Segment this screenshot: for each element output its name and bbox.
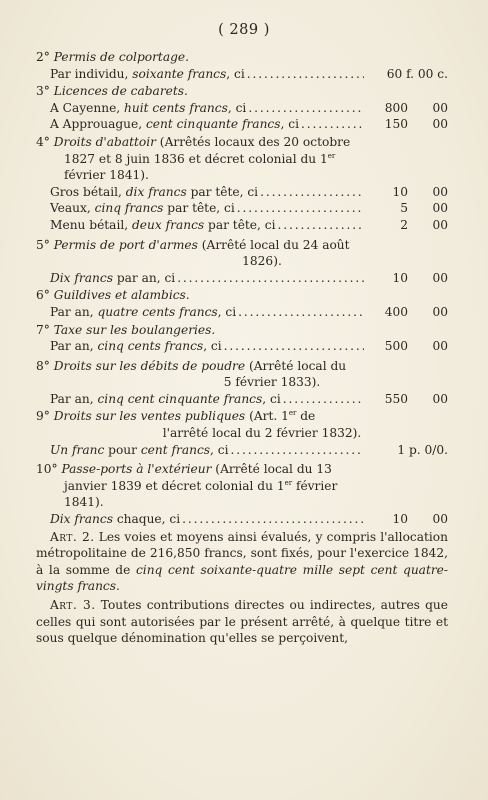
dot-leader [222, 338, 364, 355]
row-amount: 400 [384, 304, 408, 319]
row-label: pour [104, 442, 141, 457]
row-label-italic: cinq cent cinquante francs [97, 391, 263, 406]
section-heading-5 [36, 237, 448, 254]
row-label-italic: cent francs [140, 442, 211, 457]
section-number: 7° [36, 322, 50, 337]
dot-leader [258, 184, 364, 201]
dot-leader [299, 116, 364, 133]
section-reference: (Arrêtés locaux des 20 octobre [155, 134, 351, 149]
dot-leader [246, 100, 364, 117]
row-label-italic: cent cinquante francs [145, 117, 281, 132]
section-number: 4° [36, 134, 50, 149]
row-label-end: par an, ci [112, 270, 176, 285]
section-reference-cont: l'arrêté local du 2 février 1832). [162, 426, 362, 441]
article-text: Les voies et moyens ainsi évalués, y compris l'allocation métropolitaine de 216,850 francs, sont fixés, pour l'exercice 1842, à la somme de [36, 529, 448, 577]
tariff-row [36, 100, 448, 117]
article-text: Toutes contributions directes ou indirectes, autres que celles qui sont autorisées par le présent arrêté, à quelque titre et sous quelque dénomination qu'elles se perçoivent, [36, 598, 448, 646]
section-reference: (Art. 1 [245, 409, 289, 424]
dot-leader [229, 442, 364, 459]
section-reference-cont: 1827 et 8 juin 1836 et décret colonial du 1er [64, 151, 336, 166]
row-cents: 00 [432, 100, 448, 115]
tariff-row [36, 116, 448, 133]
row-label-italic: deux francs [132, 217, 205, 232]
section-title: Guildives et alambics. [53, 288, 190, 303]
section-title: Permis de port d'armes [53, 237, 198, 252]
row-label: Par individu, [50, 66, 133, 81]
row-label-italic: Un franc [50, 442, 105, 457]
tariff-row [36, 66, 448, 83]
row-label: A Approuague, [50, 117, 146, 132]
page-content [36, 48, 448, 647]
row-cents: 00 [432, 117, 448, 132]
row-cents: 00 [432, 512, 448, 527]
section-reference-cont: 1841). [64, 495, 104, 510]
row-amount: 1 p. 0/0. [397, 442, 448, 457]
row-cents: 00 [432, 391, 448, 406]
row-label-end: , ci [203, 339, 222, 354]
row-label-italic: huit cents francs [124, 100, 228, 115]
dot-leader [235, 200, 364, 217]
row-amount: 5 [400, 201, 408, 216]
tariff-row [36, 442, 448, 459]
section-heading-3 [36, 83, 448, 100]
article-3 [36, 597, 448, 647]
row-label: Par an, [50, 339, 98, 354]
section-reference-cont: janvier 1839 et décret colonial du 1er février [64, 478, 338, 493]
row-amount: 10 [392, 270, 408, 285]
section-number: 6° [36, 288, 50, 303]
tariff-row [36, 511, 448, 528]
section-heading-4 [36, 134, 448, 151]
tariff-row [36, 270, 448, 287]
section-number: 10° [36, 462, 58, 477]
section-reference-cont: 1826). [242, 254, 282, 269]
row-label-end: par tête, ci [204, 217, 276, 232]
row-label-end: , ci [217, 304, 237, 319]
row-label-italic: cinq francs [94, 201, 164, 216]
row-label-end: , ci [262, 391, 281, 406]
row-label: Menu bétail, [50, 217, 132, 232]
tariff-row [36, 338, 448, 355]
section-heading-9: 9° Droits sur les ventes publiques (Art. 1er de [36, 409, 316, 424]
tariff-row [36, 200, 448, 217]
row-amount: 500 [384, 339, 408, 354]
dot-leader [245, 66, 364, 83]
section-reference: (Arrêté local du [245, 358, 347, 373]
section-title: Droits sur les ventes publiques [53, 409, 246, 424]
article-label: Art. 2. [50, 529, 95, 544]
section-title: Droits d'abattoir [53, 134, 156, 149]
dot-leader [276, 217, 365, 234]
row-label-end: chaque, ci [112, 512, 181, 527]
section-number: 8° [36, 358, 50, 373]
row-label-italic: soixante francs [132, 66, 227, 81]
page-number: ( 289 ) [218, 22, 270, 38]
tariff-row [36, 304, 448, 321]
dot-leader [175, 270, 364, 287]
row-label: Par an, [50, 304, 98, 319]
row-label: A Cayenne, [50, 100, 125, 115]
dot-leader [236, 304, 364, 321]
row-label-italic: dix francs [125, 184, 187, 199]
row-label: Gros bétail, [50, 184, 126, 199]
section-number: 3° [36, 84, 50, 99]
section-reference-cont: 5 février 1833). [223, 375, 321, 390]
section-number: 5° [36, 237, 50, 252]
row-label-end: , ci [227, 100, 247, 115]
row-cents: 00 [432, 217, 448, 232]
article-amount-words: cinq cent soixante-quatre mille sept cent quatre-vingts francs [36, 562, 449, 594]
row-label: Veaux, [50, 201, 95, 216]
row-label-end: par tête, ci [186, 184, 259, 199]
row-label-end: par tête, ci [163, 201, 235, 216]
section-heading-8 [36, 358, 448, 375]
row-label-italic: Dix francs [50, 512, 113, 527]
section-title: Passe-ports à l'extérieur [61, 462, 212, 477]
row-cents: 00 [432, 270, 448, 285]
article-2: Art. 2. Les voies et moyens ainsi évalués, y compris l'allocation métropolitaine de 216,850 francs, sont fixés, pour l'exercice 1842, à la somme de cinq cent soixante-quatre mille sept cent quatre-vingts francs. [36, 529, 449, 594]
row-amount: 10 [392, 184, 408, 199]
tariff-row [36, 391, 448, 408]
dot-leader [180, 511, 364, 528]
row-amount: 2 [400, 217, 408, 232]
section-heading-2 [36, 49, 448, 66]
row-cents: 00 [432, 304, 448, 319]
row-amount: 10 [392, 512, 408, 527]
section-heading-10 [36, 461, 448, 478]
section-number: 2° [36, 50, 50, 64]
row-amount: 550 [384, 391, 408, 406]
tariff-row [36, 184, 448, 201]
row-label: Par an, [50, 391, 98, 406]
tariff-row [36, 217, 448, 234]
row-label-italic: Dix francs [50, 270, 113, 285]
row-label-italic: quatre cents francs [97, 304, 218, 319]
article-label: Art. 3. [50, 598, 96, 612]
row-amount: 150 [384, 117, 408, 132]
row-cents: 00 [432, 184, 448, 199]
row-cents: 00 [432, 201, 448, 216]
dot-leader [281, 391, 364, 408]
section-heading-6 [36, 287, 448, 304]
section-reference-cont: février 1841). [64, 168, 149, 183]
row-label-end: , ci [210, 442, 229, 457]
row-label-end: , ci [280, 117, 299, 132]
row-label-end: , ci [226, 66, 245, 81]
section-reference: (Arrêté local du 13 [211, 462, 332, 477]
row-cents: 00 [432, 339, 448, 354]
section-reference: (Arrêté local du 24 août [197, 237, 350, 252]
section-title: Droits sur les débits de poudre [53, 358, 246, 373]
row-label-italic: cinq cents francs [97, 339, 204, 354]
section-title: Permis de colportage. [53, 50, 189, 64]
section-title: Taxe sur les boulangeries. [53, 322, 216, 337]
row-amount: 800 [384, 100, 408, 115]
section-heading-7 [36, 322, 448, 339]
row-amount: 60 f. 00 c. [386, 66, 448, 81]
section-number: 9° [36, 409, 50, 424]
section-title: Licences de cabarets. [53, 84, 188, 99]
